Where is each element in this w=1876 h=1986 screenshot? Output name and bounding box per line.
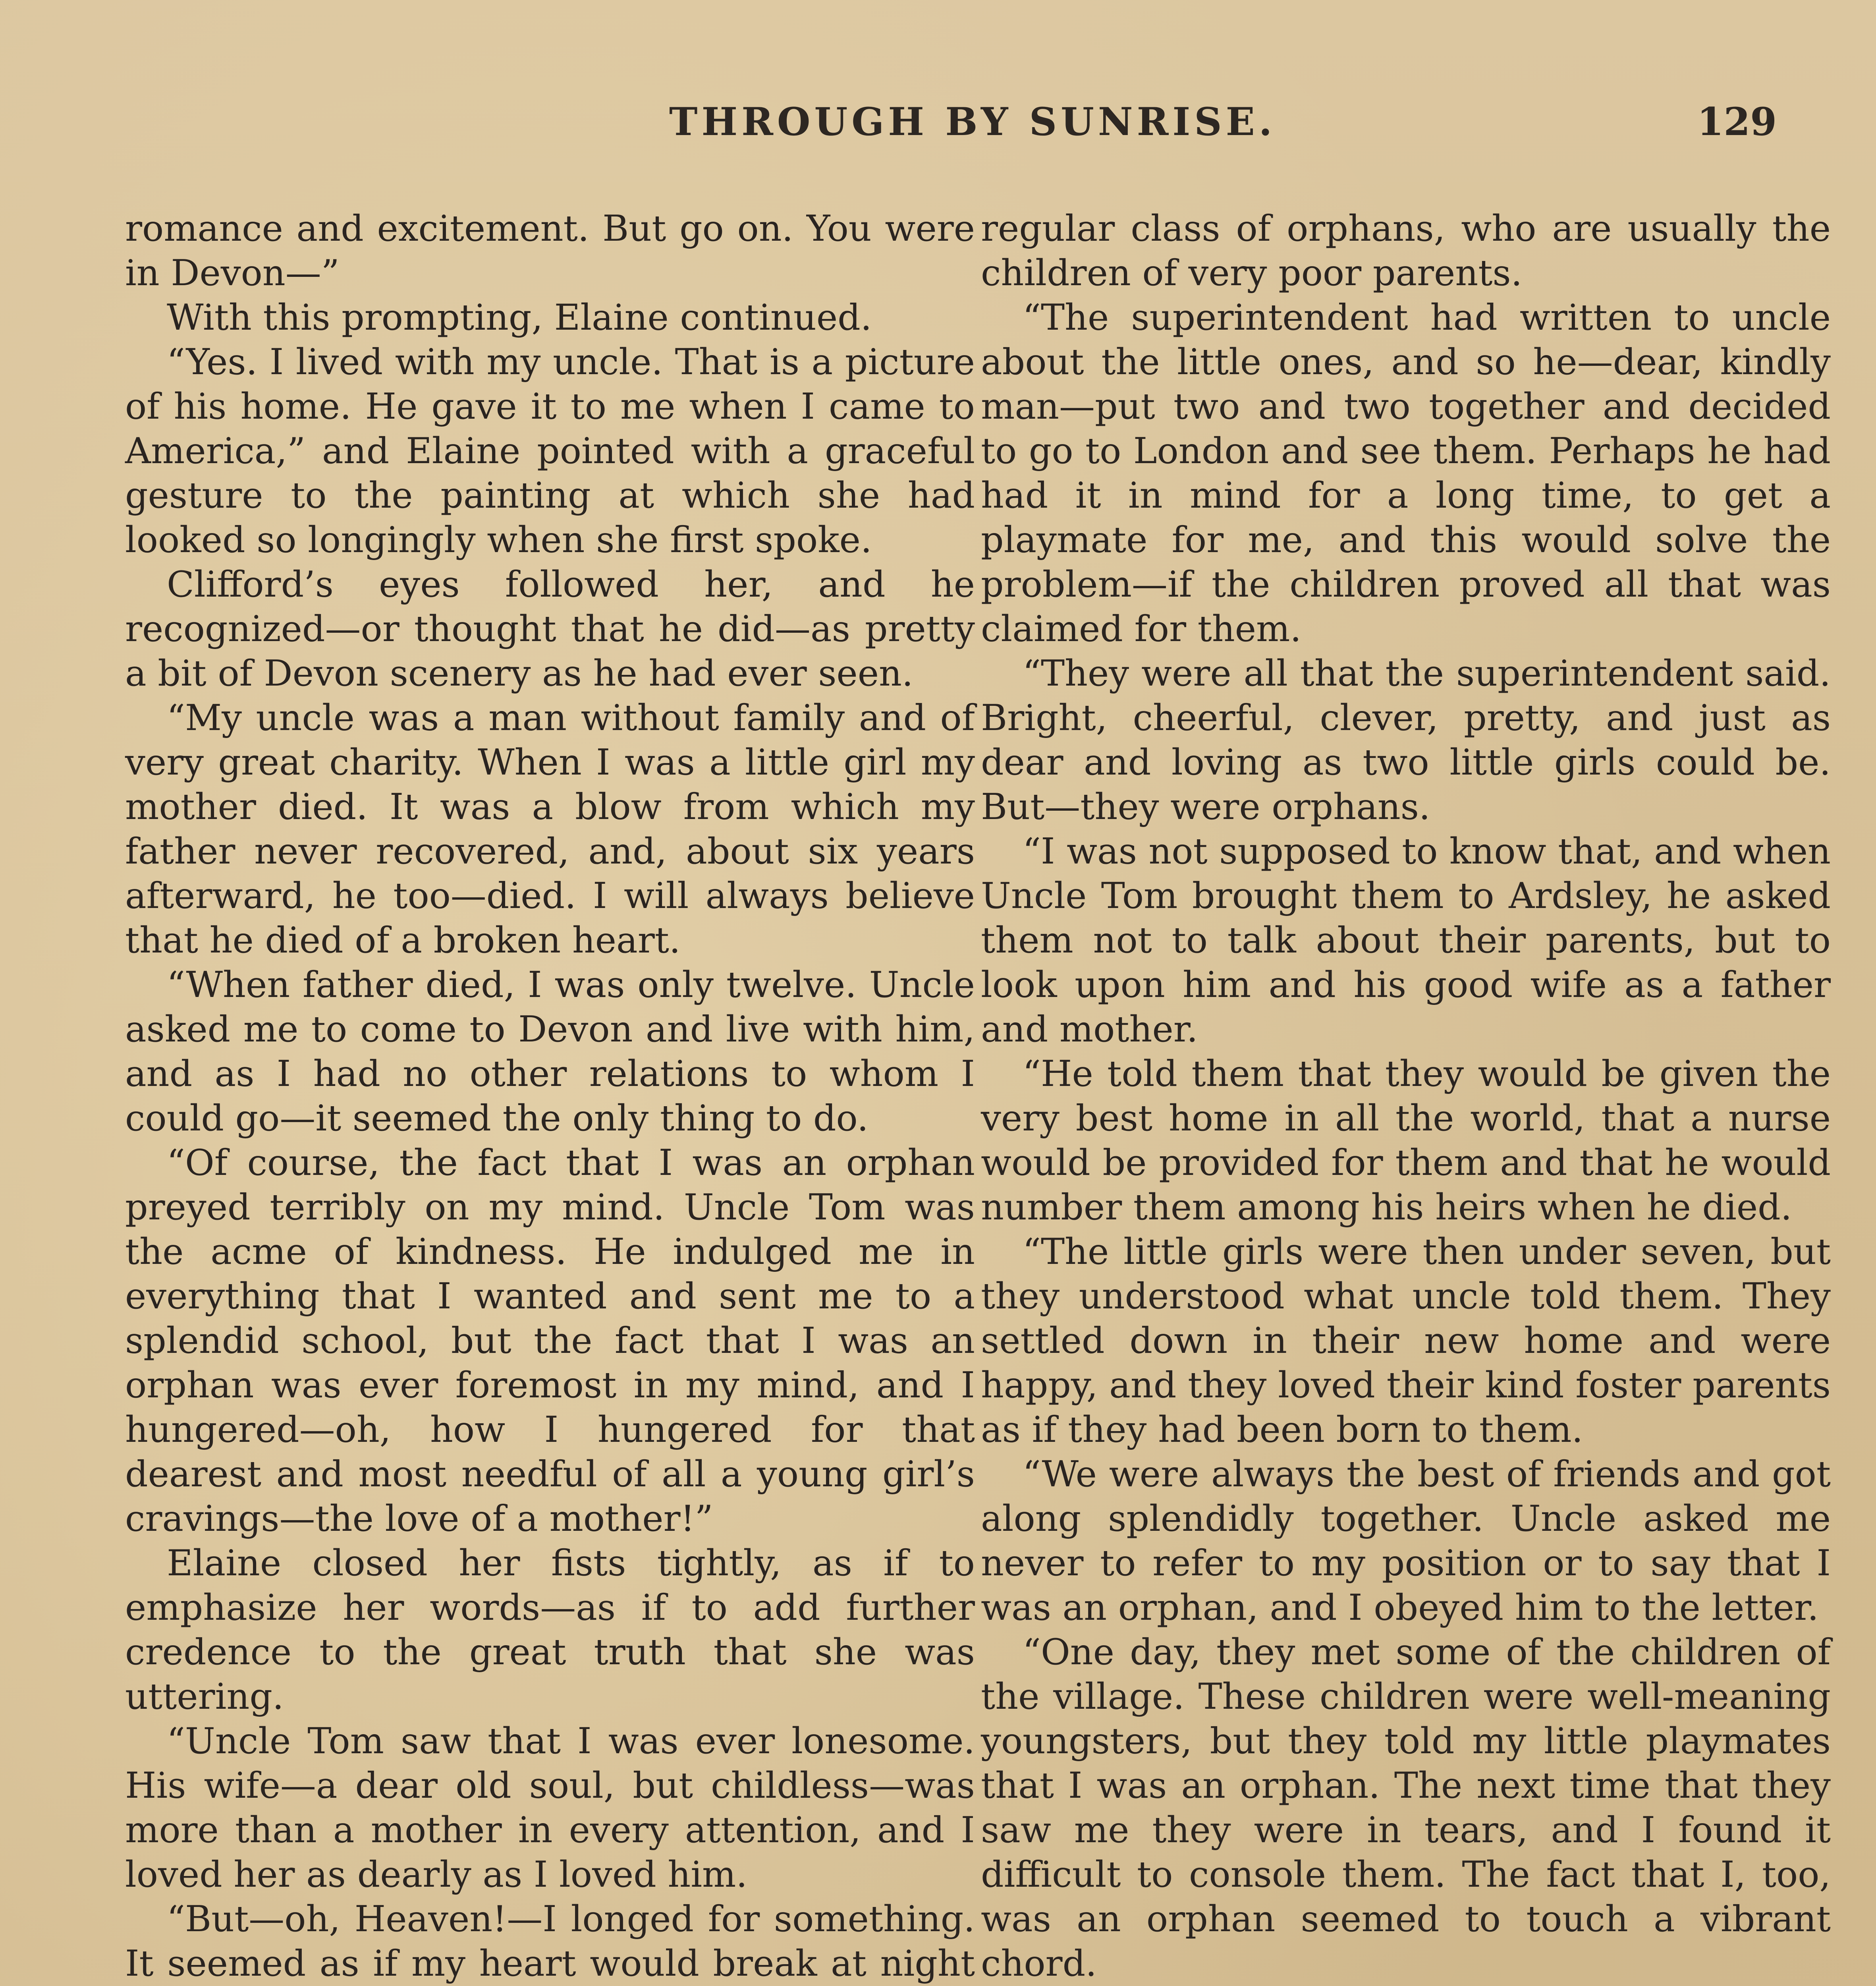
- paragraph: “But—oh, Heaven!—I longed for something. It seemed as if my heart would break at night: [125, 1898, 975, 1984]
- paragraph: “He told them that they would be given the very best home in all the world, that a nurse would be provided for them and that he would number them among his heirs when he died.: [981, 1053, 1831, 1228]
- right-text-column: [981, 207, 1831, 1986]
- paragraph: “One day, they met some of the children of the village. These children were well-meaning youngsters, but they told my little playmates that I was an orphan. The next time that they saw me they were in tears, and I found it difficult to console them. The fact that I, too, was an orphan seemed to touch a vibrant chord.: [981, 1631, 1831, 1984]
- paragraph: Clifford’s eyes followed her, and he recognized—or thought that he did—as pretty a bit of Devon scenery as he had ever seen.: [125, 564, 975, 694]
- paragraph: “When father died, I was only twelve. Uncle asked me to come to Devon and live with him, and as I had no other relations to whom I could go—it seemed the only thing to do.: [125, 964, 975, 1139]
- page-header: [651, 99, 1777, 163]
- paragraph: “My uncle was a man without family and of very great charity. When I was a little girl my mother died. It was a blow from which my father never recovered, and, about six years afterward, he too—died. I will always believe that he died of a broken heart.: [125, 697, 975, 961]
- page-number: 129: [1697, 99, 1777, 144]
- paragraph: “The little girls were then under seven, but they understood what uncle told them. They settled down in their new home and were happy, and they loved their kind foster parents as if they had been born to them.: [981, 1231, 1831, 1451]
- running-title: THROUGH BY SUNRISE.: [669, 99, 1276, 144]
- paragraph: “They were all that the superintendent said. Bright, cheerful, clever, pretty, and just as dear and loving as two little girls could be. But—they were orphans.: [981, 653, 1831, 828]
- paragraph: “We were always the best of friends and got along splendidly together. Uncle asked me never to refer to my position or to say that I was an orphan, and I obeyed him to the letter.: [981, 1453, 1831, 1629]
- paragraph: Elaine closed her fists tightly, as if to emphasize her words—as if to add further credence to the great truth that she was uttering.: [125, 1542, 975, 1717]
- paragraph: “I was not supposed to know that, and when Uncle Tom brought them to Ardsley, he asked them not to talk about their parents, but to look upon him and his good wife as a father and mother.: [981, 831, 1831, 1050]
- paragraph: “Yes. I lived with my uncle. That is a picture of his home. He gave it to me when I came to America,” and Elaine pointed with a graceful gesture to the painting at which she had looked so longingly when she first spoke.: [125, 341, 975, 561]
- paragraph: romance and excitement. But go on. You were in Devon—”: [125, 208, 975, 294]
- paragraph: “The superintendent had written to uncle about the little ones, and so he—dear, kindly man—put two and two together and decided to go to London and see them. Perhaps he had had it in mind for a long time, to get a playmate for me, and this would solve the problem—if the children proved all that was claimed for them.: [981, 297, 1831, 650]
- paragraph: With this prompting, Elaine continued.: [167, 297, 872, 338]
- left-text-column: [125, 207, 975, 1986]
- paragraph: regular class of orphans, who are usually the children of very poor parents.: [981, 208, 1831, 294]
- paragraph: “Uncle Tom saw that I was ever lonesome. His wife—a dear old soul, but childless—was more than a mother in every attention, and I loved her as dearly as I loved him.: [125, 1720, 975, 1895]
- paragraph: “Of course, the fact that I was an orphan preyed terribly on my mind. Uncle Tom was the acme of kindness. He indulged me in everything that I wanted and sent me to a splendid school, but the fact that I was an orphan was ever foremost in my mind, and I hungered—oh, how I hungered for that dearest and most needful of all a young girl’s cravings—the love of a mother!”: [125, 1142, 975, 1540]
